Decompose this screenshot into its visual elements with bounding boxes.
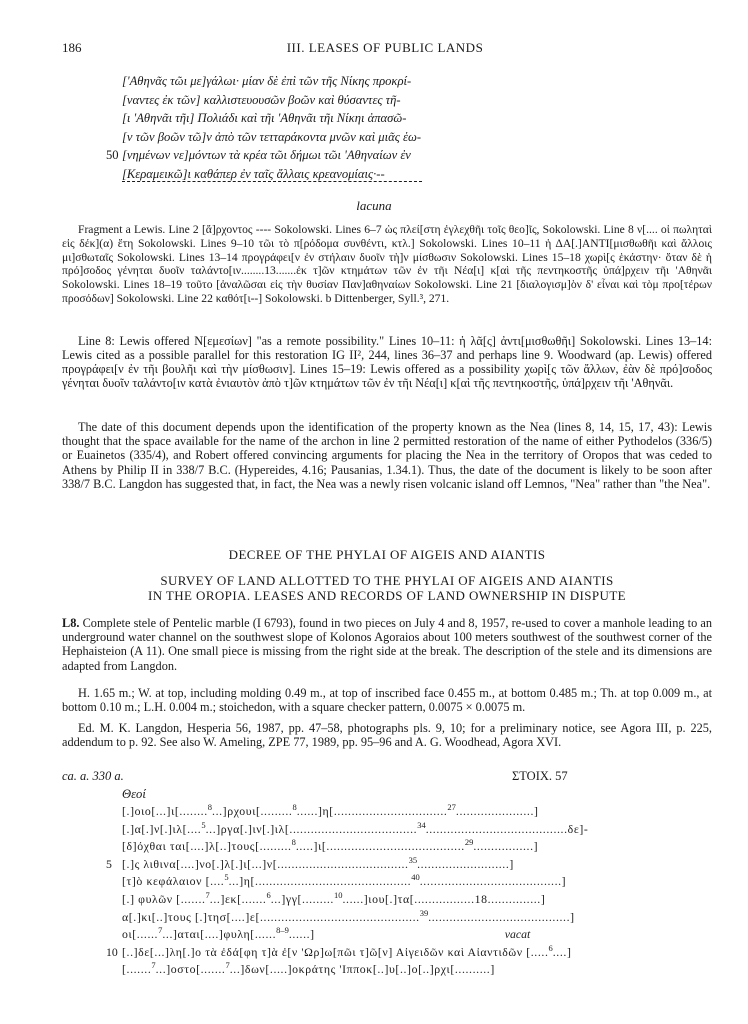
line-number: 50 — [106, 148, 119, 162]
decree-date: ca. a. 330 a. — [62, 769, 124, 783]
letter-count: 5 — [201, 819, 206, 830]
decree-text-segment: ...]αται[....]φυλη[...... — [162, 927, 277, 942]
decree-text-segment: [....... — [122, 962, 152, 977]
decree-text-segment: ........................................] — [419, 874, 567, 889]
decree-invocation: Θεοί — [122, 787, 146, 801]
decree-line — [62, 803, 722, 821]
letter-count: 6 — [548, 942, 553, 953]
decree-text-segment: α[.]κι[..]τους [.]τησ[....]ε[............................................. — [122, 909, 420, 924]
letter-count: 40 — [411, 872, 420, 883]
letter-count: 27 — [447, 802, 456, 812]
decree-text-segment: οι[...... — [122, 927, 159, 942]
decree-line — [62, 856, 722, 874]
vacat-mark: vacat — [504, 927, 531, 942]
commentary-line-notes: Line 8: Lewis offered Ν[εμεσίων] "as a remote possibility." Lines 10–11: ἡ λᾶ[ς] ἀντι[μισθωθῆι] Sokolowski. Lines 13–14: Lewis cited as a possible parallel for this restoration IG II², 244, lines 36–37 and perhaps line 9. Woodward (ap. Lewis) offered προγράφει[ν ἐν τῆι βουλῆι καὶ τὴν μίσθωσιν]. Lines 15–19: Lewis offered as a possibility χωρὶ[ς τῶν ἄλλων, ἐὰν δὲ πρό]σοδος γένηται δυοῖν ταλάντο[ιν κατὰ ἐνιαυτὸν ἀπὸ τ]ῶν κτημάτων τῶν ἐν τῆι Νέα[ι] κ[αὶ τῆς πεντηκοστῆς, ὑπά]ρχειν τῆι 'Αθηνᾶι. — [62, 334, 712, 390]
decree-text-segment: ...]η[............................................ — [228, 874, 412, 889]
entry-dimensions: H. 1.65 m.; W. at top, including molding 0.49 m., at top of inscribed face 0.455 m., at bottom 0.485 m.; Th. at top 0.009 m., at bottom 0.10 m.; L.H. 0.004 m.; stoichedon, with a square checker pattern, 0.0075 × 0.0075 m. — [62, 686, 712, 715]
commentary-date: The date of this document depends upon the identification of the property known as the Nea (lines 8, 14, 15, 17, 43): Lewis thought that the space available for the name of the archon in line 2 permitted restoration of the name of either Pythodelos (336/5) or Euainetos (335/4), and Robert offered convincing arguments for placing the Nea in the territory of Oropos that was ceded to Athens by Philip II in 338/7 B.C. (Hypereides, 4.16; Pausanias, 1.34.1). Thus, the date of the document is likely to be soon after 338/7 B.C. Langdon has suggested that, in fact, the Nea was a newly risen volcanic island off Lemnos, "Nea" rather than "the Nea". — [62, 420, 712, 491]
decree-line — [62, 961, 722, 979]
letter-count: 10 — [333, 889, 343, 900]
decree-line — [62, 944, 722, 962]
decree-text-segment: ...]ρχουι[......... — [212, 804, 293, 818]
inscription-line: [ναντες ἐκ τῶν] καλλιστευουσῶν βοῶν καὶ θύσαντες τῆ- — [122, 92, 401, 107]
letter-count: 7 — [151, 960, 156, 971]
decree-text-segment: ........................................δε]- — [425, 821, 589, 836]
decree-text-segment: [.]α[.]ν[.]ιλ[.... — [122, 821, 202, 836]
stoichedon-count: ΣΤΟΙΧ. 57 — [512, 769, 568, 783]
section-subheading-2: IN THE OROPIA. LEASES AND RECORDS OF LAND OWNERSHIP IN DISPUTE — [147, 588, 627, 603]
decree-text-segment: [.] φυλῶν [....... — [122, 891, 206, 906]
letter-count: 7 — [225, 960, 230, 971]
page-number: 186 — [62, 40, 82, 55]
letter-count: 7 — [158, 925, 163, 936]
decree-text-segment: [.]ς λιθινα[....]νο[.]λ[.]ι[...]ν[..................................... — [122, 856, 409, 871]
decree-text-segment: [.]οιο[...]ι[........ — [122, 804, 208, 818]
decree-text-segment: ...]εκ[....... — [209, 891, 267, 906]
decree-line — [62, 821, 722, 839]
letter-count: 29 — [464, 837, 474, 848]
decree-text-segment: .....]ι[....................................... — [295, 839, 465, 854]
decree-text-segment: [δ]όχθαι ται[....]λ[..]τους[......... — [122, 839, 292, 854]
decree-meta — [62, 769, 662, 784]
decree-text-segment: ....] — [552, 944, 572, 959]
letter-count: 8 — [207, 802, 213, 812]
section-heading: DECREE OF THE PHYLAI OF AIGEIS AND AIANTIS — [228, 547, 546, 562]
letter-count: 35 — [408, 854, 418, 865]
decree-line — [62, 926, 722, 944]
decree-text-segment: [..]δε[...]λη[.]ο τὰ ἐδά[φη τ]ὰ ἐ[ν 'Ωρ]ω[πῶι τ]ῶ[ν] Αἰγειδῶν καὶ Αἰαντιδῶν [..... — [122, 944, 549, 959]
running-title: III. LEASES OF PUBLIC LANDS — [286, 40, 484, 55]
decree-line — [62, 891, 722, 909]
decree-text-segment: ......]η[................................ — [296, 804, 448, 818]
inscription-line: ['Αθηνᾶς τῶι με]γάλωι· μίαν δὲ ἐπὶ τῶν τῆς Νίκης προκρί- — [122, 74, 412, 88]
letter-count: 8 — [291, 837, 296, 848]
inscription-line: [ν τῶν βοῶν τῶ]ν ἀπὸ τῶν τετταράκοντα μνῶν καὶ μιᾶς ἑω- — [122, 129, 422, 144]
apparatus-criticus: Fragment a Lewis. Line 2 [ἄ]ρχοντος ---- Sokolowski. Lines 6–7 ὡς πλεί[στη ἐγλεχθῆι τοῖς θεο]ῖς, Sokolowski. Line 8 ν[.... οἱ πωληταὶ εἰς δέκ](α) ἔτη Sokolowski. Lines 9–10 τῶι τὸ π[ρόδομα συνθέντι, κτλ.] Sokolowski. Lines 10–11 ἡ ΔΑ[.]ΑΝΤΙ[μισθωθῆι καὶ ἄλλοις μι]σθωταῖς Sokolowski. Lines 13–14 προγράφει[ν ἐν στήλαιν δυοῖν τὴ]ν μίσθωσιν Sokolowski. Lines 15–18 χωρὶ[ς ἑκάστην· ὅταν δὲ ἡ πρό]σοδος γένηται δυοῖν ταλάντο[ιν........13.......ἐκ τ]ῶν κτημάτων τῶν ἐν τῆι Νέα[ι] κ[αὶ τῆς πεντηκοστῆς ὑπά]ρχειν τῆι 'Αθηνᾶι Sokolowski. Lines 18–19 τοῦτο [ἀναλῶσαι εἰς τὴν θυσίαν Παν]αθηναίων Sokolowski. Line 21 [διαλογισμ]ὸν δ' εἶναι καὶ τὸμ προ[τέρων προσόδων] Sokolowski. Line 22 καθότ[ι--] Sokolowski. b Dittenberger, Syll.³, 271. — [62, 223, 712, 305]
decree-line — [62, 909, 722, 927]
decree-text-segment: ........................................] — [428, 909, 575, 924]
decree-text-segment: [τ]ὸ κεφάλαιον [.... — [122, 874, 225, 889]
letter-count: 5 — [224, 872, 229, 883]
letter-count: 7 — [205, 889, 210, 900]
line-number: 5 — [106, 856, 112, 871]
decree-line — [62, 873, 722, 891]
decree-text — [62, 803, 722, 979]
inscription-top — [62, 72, 702, 183]
entry-id: L8. — [62, 616, 80, 630]
decree-text-segment: ..........................] — [417, 856, 514, 871]
entry-description: L8. Complete stele of Pentelic marble (I 6793), found in two pieces on July 4 and 8, 1957, re-used to cover a manhole leading to an underground water channel on the southwest slope of Kolonos Agoraios about 100 meters southwest of the southwest corner of the Hephaisteion (A 11). One small piece is missing from the right side at the break. The description of the stele and its dimensions are adapted from Langdon. — [62, 616, 712, 673]
letter-count: 8 — [292, 802, 297, 812]
decree-text-segment: ......]ιου[.]τα[.................18...............] — [342, 891, 546, 906]
lacuna-label: lacuna — [356, 198, 392, 213]
letter-count: 8–9 — [276, 925, 289, 936]
decree-text-segment: ...]οστο[....... — [155, 962, 226, 977]
line-number: 10 — [106, 944, 118, 959]
letter-count: 39 — [419, 907, 429, 918]
entry-editions: Ed. M. K. Langdon, Hesperia 56, 1987, pp. 47–58, photographs pls. 9, 10; for a preliminary notice, see Agora III, p. 225, addendum to p. 92. See also W. Ameling, ZPE 77, 1989, pp. 95–96 and A. G. Woodhead, Agora XVI. — [62, 721, 712, 750]
inscription-line: [Κεραμεικῶ]ι καθάπερ ἐν ταῖς ἄλλαις κρεανομίαις·-- — [122, 166, 385, 181]
decree-text-segment: ...]γγ[......... — [270, 891, 334, 906]
decree-text-segment: ......................] — [455, 804, 539, 818]
section-subheading-1: SURVEY OF LAND ALLOTTED TO THE PHYLAI OF AIGEIS AND AIANTIS — [160, 573, 614, 588]
decree-text-segment: .................] — [473, 839, 539, 854]
running-header — [62, 40, 708, 56]
decree-line — [62, 838, 722, 856]
letter-count: 6 — [266, 889, 271, 900]
decree-text-segment: ...]δων[.....]οκράτης 'Ιπποκ[..]υ[..]ο[..]ρχι[..........] — [229, 962, 495, 977]
inscription-line: 50 [νημένων νε]μόντων τὰ κρέα τῶι δήμωι τῶι 'Αθηναίων ἐν — [62, 146, 702, 165]
lacuna-rule — [122, 181, 422, 182]
decree-text-segment: ...]ργα[.]ιν[.]ιλ[.................................... — [205, 821, 418, 836]
letter-count: 34 — [417, 819, 426, 830]
inscription-line: [ι 'Αθηνᾶι τῆι] Πολιάδι καὶ τῆι 'Αθηνᾶι τῆι Νίκηι ἀπασῶ- — [122, 111, 407, 125]
decree-text-segment: ......] — [288, 927, 315, 942]
